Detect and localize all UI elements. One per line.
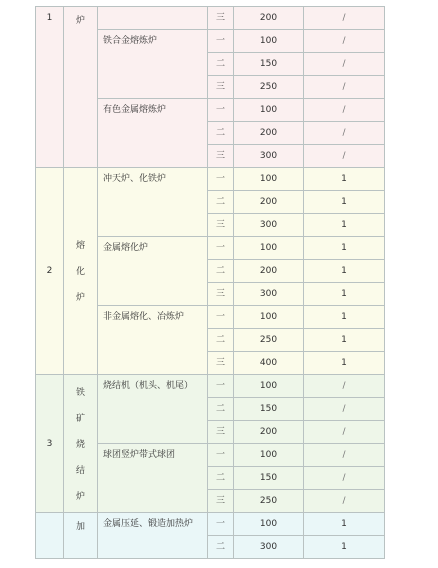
value-cell: 100 [234,99,304,122]
level-cell: 一 [208,30,234,53]
value-cell: 150 [234,398,304,421]
category-char: 加 [75,522,85,532]
table-row [36,375,385,398]
limit-cell: 1 [304,237,385,260]
limit-cell: / [304,99,385,122]
category-char: 结 [75,465,85,476]
level-cell: 三 [208,421,234,444]
value-cell: 200 [234,122,304,145]
furnace-type-cell: 非金属熔化、冶炼炉 [98,306,208,375]
level-cell: 二 [208,398,234,421]
category-char: 烧 [75,439,85,450]
limit-cell: / [304,398,385,421]
value-cell: 300 [234,283,304,306]
value-cell: 200 [234,421,304,444]
group-category-cell [64,168,98,375]
limit-cell: / [304,444,385,467]
limit-cell: 1 [304,536,385,559]
level-cell: 二 [208,53,234,76]
level-cell: 二 [208,329,234,352]
level-cell: 一 [208,444,234,467]
level-cell: 三 [208,145,234,168]
furnace-type-cell: 球团竖炉带式球团 [98,444,208,513]
level-cell: 一 [208,237,234,260]
value-cell: 100 [234,30,304,53]
limit-cell: 1 [304,352,385,375]
group-number-cell: 3 [36,375,64,513]
value-cell: 100 [234,375,304,398]
value-cell: 300 [234,145,304,168]
limit-cell: / [304,30,385,53]
level-cell: 三 [208,214,234,237]
limit-cell: 1 [304,306,385,329]
furnace-type-cell: 铁合金熔炼炉 [98,30,208,99]
value-cell: 100 [234,237,304,260]
level-cell: 二 [208,191,234,214]
value-cell: 250 [234,76,304,99]
limit-cell: 1 [304,214,385,237]
value-cell: 300 [234,214,304,237]
level-cell: 三 [208,352,234,375]
value-cell: 400 [234,352,304,375]
level-cell: 三 [208,76,234,99]
limit-cell: / [304,122,385,145]
category-char: 熔 [75,241,85,251]
category-char: 炉 [75,491,85,502]
group-category-cell [64,7,98,168]
value-cell: 150 [234,467,304,490]
level-cell: 一 [208,168,234,191]
furnace-type-cell: 冲天炉、化铁炉 [98,168,208,237]
table-row [36,513,385,536]
limit-cell: / [304,76,385,99]
value-cell: 100 [234,513,304,536]
limit-cell: 1 [304,329,385,352]
level-cell: 二 [208,467,234,490]
limit-cell: 1 [304,191,385,214]
group-category-cell [64,375,98,513]
furnace-type-cell [98,7,208,30]
value-cell: 250 [234,329,304,352]
limit-cell: / [304,421,385,444]
limit-cell: 1 [304,283,385,306]
value-cell: 100 [234,168,304,191]
value-cell: 200 [234,260,304,283]
limit-cell: 1 [304,513,385,536]
limit-cell: / [304,375,385,398]
value-cell: 100 [234,444,304,467]
limit-cell: / [304,490,385,513]
value-cell: 200 [234,191,304,214]
category-char: 炉 [75,293,85,303]
furnace-type-cell: 金属压延、锻造加热炉 [98,513,208,559]
level-cell: 一 [208,375,234,398]
furnace-type-cell: 有色金属熔炼炉 [98,99,208,168]
furnace-type-cell: 烧结机（机头、机尾） [98,375,208,444]
level-cell: 三 [208,7,234,30]
level-cell: 二 [208,122,234,145]
group-number-cell: 1 [36,7,64,168]
emission-standard-table [35,6,385,559]
level-cell: 二 [208,260,234,283]
value-cell: 200 [234,7,304,30]
level-cell: 一 [208,99,234,122]
limit-cell: / [304,7,385,30]
level-cell: 一 [208,306,234,329]
limit-cell: 1 [304,168,385,191]
value-cell: 100 [234,306,304,329]
category-char: 铁 [75,387,85,398]
limit-cell: 1 [304,260,385,283]
table-row [36,7,385,30]
category-char: 化 [75,267,85,277]
category-char: 炉 [75,16,85,26]
level-cell: 三 [208,283,234,306]
group-number-cell [36,513,64,559]
table-row [36,168,385,191]
limit-cell: / [304,467,385,490]
table-body [36,7,385,559]
value-cell: 150 [234,53,304,76]
limit-cell: / [304,53,385,76]
level-cell: 三 [208,490,234,513]
value-cell: 250 [234,490,304,513]
limit-cell: / [304,145,385,168]
category-char: 矿 [75,413,85,424]
group-category-cell [64,513,98,559]
level-cell: 一 [208,513,234,536]
group-number-cell: 2 [36,168,64,375]
furnace-type-cell: 金属熔化炉 [98,237,208,306]
value-cell: 300 [234,536,304,559]
level-cell: 二 [208,536,234,559]
